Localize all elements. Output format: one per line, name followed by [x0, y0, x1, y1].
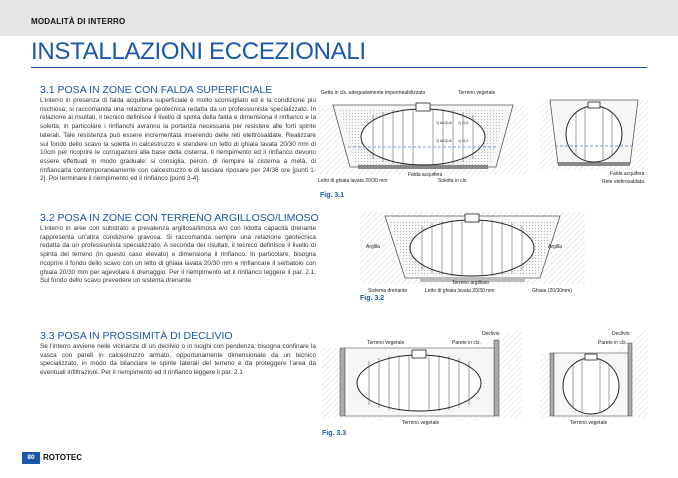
label-terreno-vegetale-a: Terreno vegetale	[367, 340, 405, 346]
section-body-3-1: L'interro in presenza di falda acquifera superficiale è molto sconsigliato ed è la condizione più rischiosa; si raccomanda una relazione geotecnica redatta da un professionista specializzato. In relazione ai risultati, il tecnico definisce il livello di spinta della falda e dimensiona il rinfianco e la soletta; in particolare i rinfianchi avranno la portanza necessaria per resistere alle forti spinte laterali. Tale resistenza può essere incrementata inserendo delle reti elettrosaldate. Realizzare sul fondo dello scavo la soletta in calcestruzzo e stendere un letto di ghiaia lavata 20/30 mm di 10cm per ricoprire le corrugazioni alla base della cisterna. Il riempimento ed il rinfianco devono essere effettuati in modo graduale: si consiglia, perciò, di riempire la cisterna a metà, di rinfiancarla contemporaneamente con calcestruzzo e di lasciare riposare per 24/36 ore [punti 1-2]. Poi terminare il riempimento ed il rinfianco [punti 3-4].	[40, 97, 316, 183]
section-body-3-3: Se l'interro avviene nelle vicinanze di un declivio o in luoghi con pendenza, bisogna confinare la vasca con pareti in calcestruzzo armato, opportunamente dimensionate da un tecnico specializzato, in modo da bilanciare le spinte laterali del terreno e da proteggere l'area da eventuali infiltrazioni. Per il riempimento ed il rinfianco leggere il par. 2.1	[40, 343, 316, 377]
section-heading-3-3: 3.3 POSA IN PROSSIMITÀ DI DECLIVIO	[40, 330, 233, 342]
label-argilla-left: Argilla	[366, 244, 380, 250]
footer-brand: ROTOTEC	[43, 453, 82, 462]
label-p1: 1) ACQUA	[436, 121, 452, 125]
section-label: MODALITÀ DI INTERRO	[31, 17, 126, 26]
label-terreno-argilloso: Terreno argilloso	[452, 280, 489, 286]
label-getto: Getto in cls. adeguatamente impermeabilizzato	[321, 90, 426, 96]
figure-3-1-caption: Fig. 3.1	[320, 192, 345, 199]
label-terreno-vegetale: Terreno vegetale	[458, 90, 496, 96]
label-rete: Rete elettrosaldata	[602, 179, 644, 185]
label-letto-ghiaia: Letto di ghiaia lavata 20/30 mm	[318, 178, 388, 184]
label-falda-acquifera-side: Falda acquifera	[610, 171, 645, 177]
figure-3-3-caption: Fig. 3.3	[322, 430, 347, 437]
label-argilla-right: Argilla	[548, 244, 562, 250]
label-soletta: Soletta in cls.	[438, 178, 468, 184]
label-parete-a: Parete in cls.	[452, 340, 481, 346]
section-body-3-2: L'interro in aree con substrato a prevalenza argillosa/limosa e/o con ridotta capacità drenante rappresenta un'altra condizione gravosa. Si raccomanda sempre una relazione geotecnica redatta da un professionista specializzato. A seconda dei risultati, il tecnico definisce il livello di spinta del terreno (in questo caso elevato) e dimensiona il rinfianco. In particolare, bisogna ricoprire il fondo dello scavo con un letto di ghiaia lavata 20/30 mm e rinfiancare il serbatoio con ghiaia 20/30 mm per agevolare il drenaggio. Per il riempimento ed il rinfianco leggere il par. 2.1. Sul fondo dello scavo prevedere un sistema drenante.	[40, 225, 316, 285]
figure-3-2-diagram	[360, 212, 585, 294]
label-declivio-b: Declivio	[612, 331, 630, 337]
figure-3-1-diagram	[318, 85, 528, 190]
label-declivio-a: Declivio	[482, 331, 500, 337]
label-terreno-vegetale-b: Terreno vegetale	[402, 420, 440, 426]
label-p3: 3) ACQUA	[436, 139, 452, 143]
label-p4: 4) CLS	[458, 139, 469, 143]
page-title: INSTALLAZIONI ECCEZIONALI	[31, 38, 366, 65]
figure-3-3-diagram-b	[540, 328, 648, 426]
label-sistema-drenante: Sistema drenante	[368, 288, 408, 294]
figure-3-1-side-diagram	[540, 90, 648, 185]
figure-3-3-diagram-a	[322, 328, 522, 426]
figure-3-2-caption: Fig. 3.2	[360, 295, 385, 302]
page-number: 80	[22, 452, 40, 464]
label-ghiaia: Ghiaia (20/30mm)	[532, 288, 573, 294]
title-divider	[31, 67, 647, 68]
label-p2: 2) CLS	[458, 121, 469, 125]
label-terreno-vegetale-c: Terreno vegetale	[570, 420, 608, 426]
section-heading-3-2: 3.2 POSA IN ZONE CON TERRENO ARGILLOSO/LIMOSO	[40, 212, 319, 224]
label-falda-acquifera: Falda acquifera	[408, 172, 443, 178]
label-letto-ghiaia-2: Letto di ghiaia lavata 20/30 mm	[425, 288, 495, 294]
section-heading-3-1: 3.1 POSA IN ZONE CON FALDA SUPERFICIALE	[40, 84, 273, 96]
label-parete-b: Parete in cls.	[598, 340, 627, 346]
